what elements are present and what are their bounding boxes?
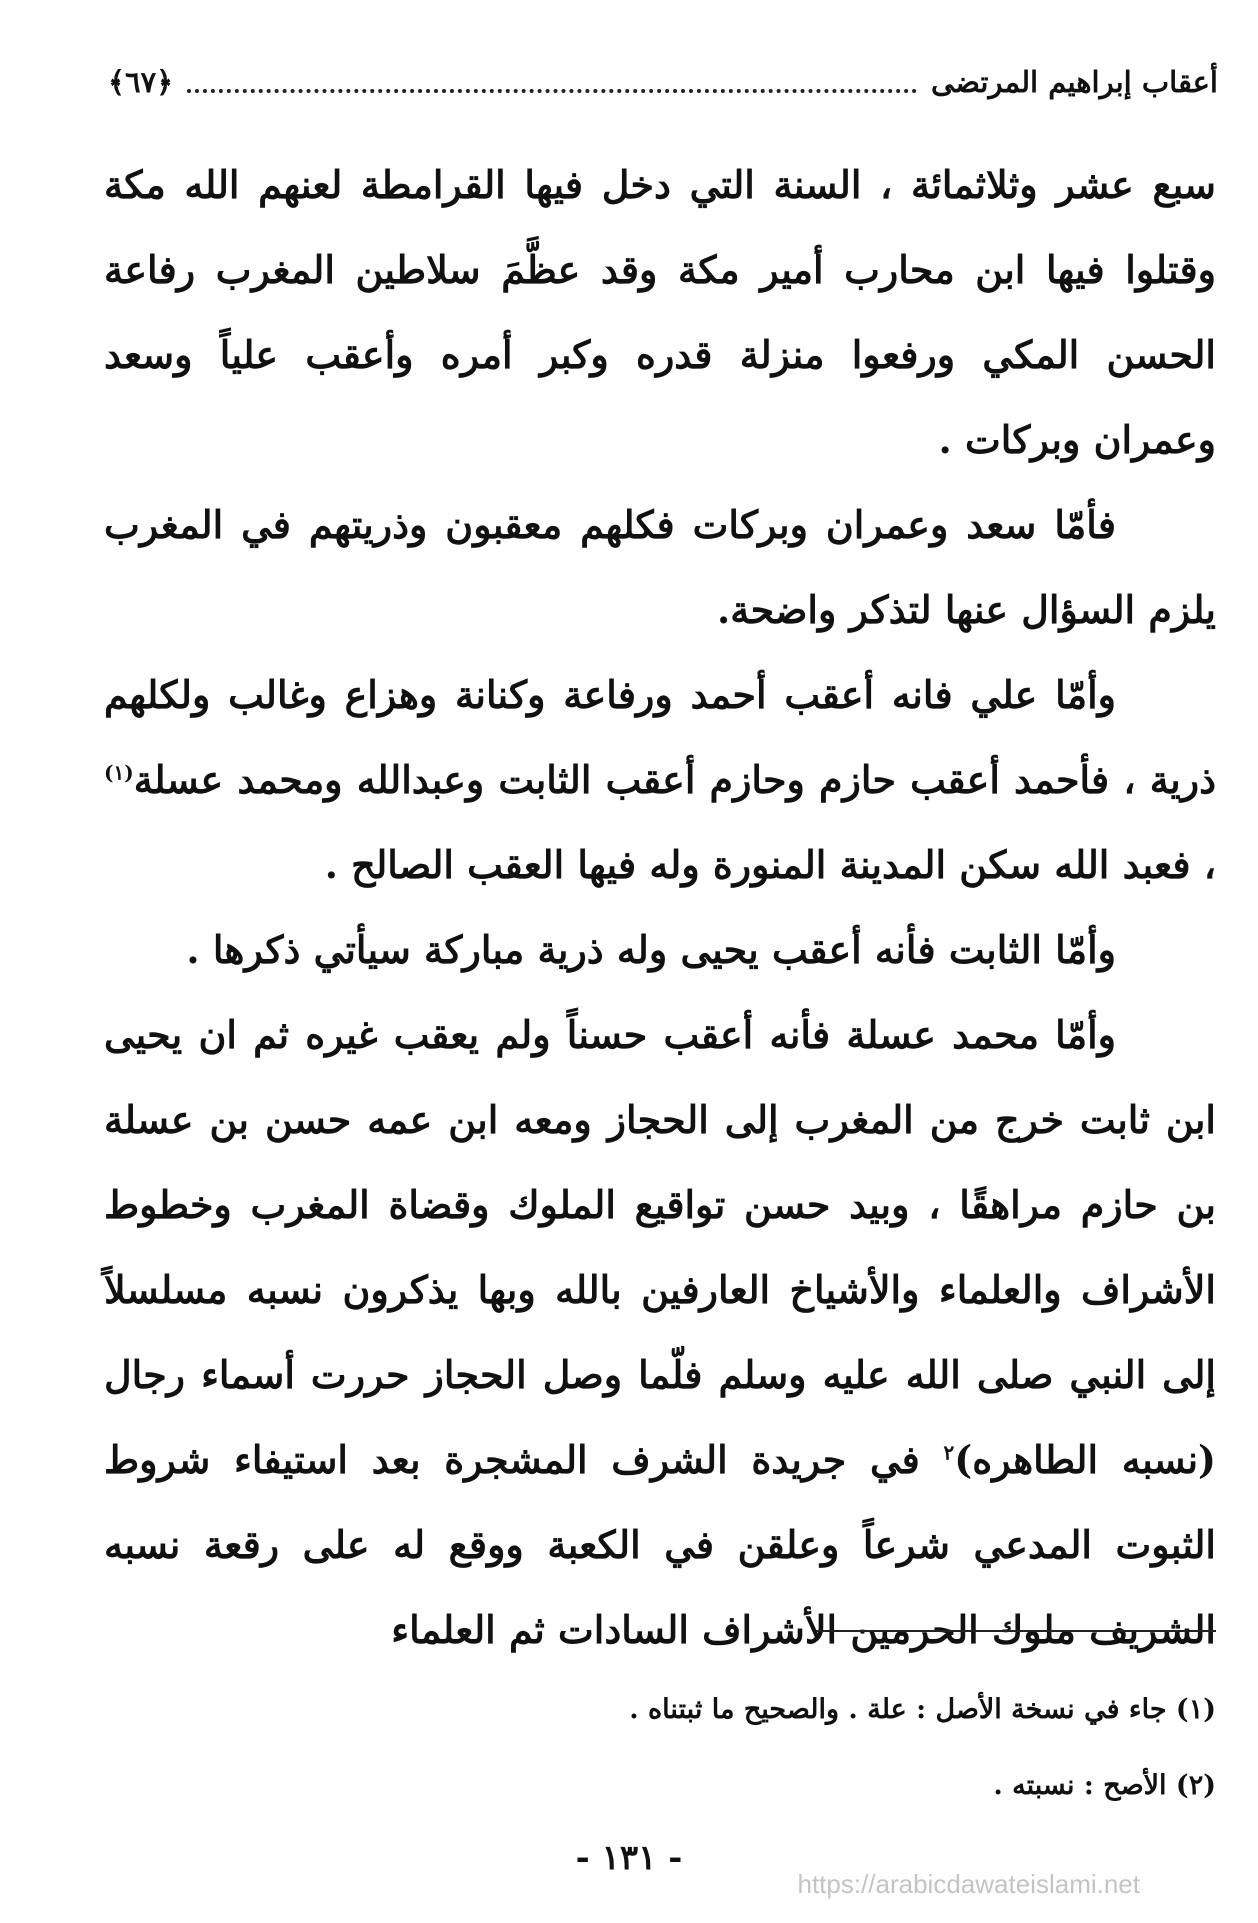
footnotes bbox=[104, 1672, 1216, 1824]
header-page-ref: ﴿٦٧﴾ bbox=[108, 65, 174, 99]
paragraph-text: وأمّا الثابت فأنه أعقب يحيى وله ذرية مباركة سيأتي ذكرها . bbox=[186, 927, 1116, 972]
watermark-url: https://arabicdawateislami.net bbox=[797, 1869, 1140, 1899]
paragraph-1 bbox=[104, 142, 1216, 482]
paragraph-text-tail: في جريدة الشرف المشجرة بعد استيفاء شروط الثبوت المدعي شرعاً وعلقن في الكعبة ووقع له على رقعة نسبه الشريف ملوك الحرمين الأشراف السادات ثم العلماء bbox=[104, 1437, 1216, 1652]
running-header bbox=[108, 52, 1218, 112]
paragraph-4 bbox=[104, 907, 1216, 992]
header-title: أعقاب إبراهيم المرتضى bbox=[931, 65, 1218, 99]
paragraph-5 bbox=[104, 992, 1216, 1672]
footnote-marker-2: ٢ bbox=[943, 1440, 955, 1465]
page-number: - ١٣١ - bbox=[575, 1838, 683, 1878]
paragraph-text: وأمّا محمد عسلة فأنه أعقب حسناً ولم يعقب غيره ثم ان يحيى ابن ثابت خرج من المغرب إلى الحجاز ومعه ابن عمه حسن بن عسلة بن حازم مراهقًا ، وبيد حسن تواقيع الملوك وقضاة المغرب وخطوط الأشراف والعلماء والأشياخ العارفين بالله وبها يذكرون نسبه مسلسلاً إلى النبي صلى الله عليه وسلم فلّما وصل الحجاز حررت أسماء رجال (نسبه الطاهره) bbox=[104, 1012, 1216, 1482]
footnote-2: (٢) الأصح : نسبته . bbox=[993, 1770, 1216, 1801]
main-text bbox=[104, 142, 1216, 1672]
footnote-separator bbox=[816, 1630, 1216, 1632]
paragraph-2 bbox=[104, 482, 1216, 652]
paragraph-text: فأمّا سعد وعمران وبركات فكلهم معقبون وذريتهم في المغرب يلزم السؤال عنها لتذكر واضحة. bbox=[104, 502, 1216, 632]
paragraph-text-tail: ، فعبد الله سكن المدينة المنورة وله فيها العقب الصالح . bbox=[324, 842, 1216, 887]
paragraph-text: وأمّا علي فانه أعقب أحمد ورفاعة وكنانة وهزاع وغالب ولكلهم ذرية ، فأحمد أعقب حازم وحازم أعقب الثابت وعبدالله ومحمد عسلة bbox=[104, 672, 1216, 802]
footnote-1: (١) جاء في نسخة الأصل : علة . والصحيح ما ثبتناه . bbox=[629, 1694, 1216, 1725]
header-dot-leader bbox=[187, 71, 917, 93]
paragraph-3 bbox=[104, 652, 1216, 907]
paragraph-text: سبع عشر وثلاثمائة ، السنة التي دخل فيها القرامطة لعنهم الله مكة وقتلوا فيها ابن محارب أمير مكة وقد عظَّمَ سلاطين المغرب رفاعة الحسن المكي ورفعوا منزلة قدره وكبر أمره وأعقب علياً وسعد وعمران وبركات . bbox=[104, 162, 1216, 462]
footnote-marker-1: (١) bbox=[104, 760, 134, 785]
